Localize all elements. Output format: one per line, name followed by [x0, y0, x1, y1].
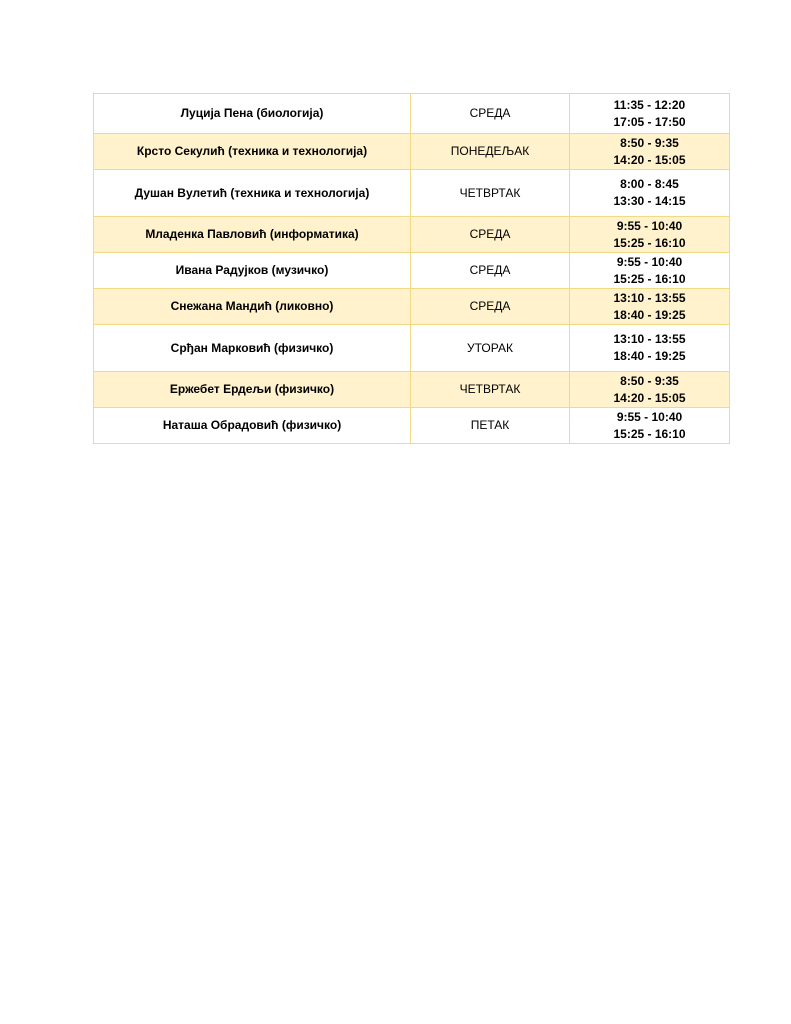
time-slot: 11:35 - 12:20: [613, 97, 686, 112]
time-slot: 9:55 - 10:40: [616, 218, 683, 233]
time-slot: 15:25 - 16:10: [613, 271, 686, 286]
times-cell: [570, 217, 730, 253]
time-slot: 14:20 - 15:05: [613, 152, 686, 167]
times-cell: [570, 325, 730, 372]
teacher-cell: Ивана Радујков (музичко): [94, 253, 411, 289]
table-row: [94, 372, 730, 408]
times-cell: [570, 289, 730, 325]
day-cell: СРЕДА: [411, 217, 570, 253]
teacher-cell: Наташа Обрадовић (физичко): [94, 408, 411, 444]
time-slot: 14:20 - 15:05: [613, 390, 686, 405]
teacher-cell: Младенка Павловић (информатика): [94, 217, 411, 253]
times-cell: [570, 253, 730, 289]
day-cell: ЧЕТВРТАК: [411, 170, 570, 217]
time-slot: 8:50 - 9:35: [620, 373, 679, 388]
time-slot: 9:55 - 10:40: [616, 254, 683, 269]
time-slot: 18:40 - 19:25: [613, 349, 686, 363]
teacher-cell: Душан Вулетић (техника и технологија): [94, 170, 411, 217]
times-cell: [570, 408, 730, 444]
time-slot: 15:25 - 16:10: [613, 426, 686, 441]
day-cell: СРЕДА: [411, 94, 570, 134]
table-row: [94, 408, 730, 444]
time-slot: 15:25 - 16:10: [613, 235, 686, 250]
teacher-cell: Ержебет Ердељи (физичко): [94, 372, 411, 408]
teacher-cell: Крсто Секулић (техника и технологија): [94, 134, 411, 170]
time-slot: 17:05 - 17:50: [613, 114, 686, 129]
time-slot: 13:30 - 14:15: [613, 194, 686, 208]
times-cell: [570, 94, 730, 134]
teacher-cell: Снежана Мандић (ликовно): [94, 289, 411, 325]
table-row: [94, 134, 730, 170]
consultation-schedule-table: [93, 93, 730, 444]
table-row: [94, 325, 730, 372]
day-cell: ЧЕТВРТАК: [411, 372, 570, 408]
time-slot: 9:55 - 10:40: [616, 409, 683, 424]
day-cell: СРЕДА: [411, 289, 570, 325]
table-row: [94, 170, 730, 217]
day-cell: ПЕТАК: [411, 408, 570, 444]
time-slot: 18:40 - 19:25: [613, 307, 686, 322]
time-slot: 13:10 - 13:55: [613, 332, 686, 346]
table-row: [94, 94, 730, 134]
times-cell: [570, 372, 730, 408]
teacher-cell: Луција Пена (биологија): [94, 94, 411, 134]
day-cell: ПОНЕДЕЉАК: [411, 134, 570, 170]
time-slot: 8:00 - 8:45: [620, 177, 679, 191]
times-cell: [570, 170, 730, 217]
day-cell: УТОРАК: [411, 325, 570, 372]
time-slot: 8:50 - 9:35: [620, 135, 679, 150]
table-row: [94, 217, 730, 253]
table-row: [94, 289, 730, 325]
teacher-cell: Срђан Марковић (физичко): [94, 325, 411, 372]
time-slot: 13:10 - 13:55: [613, 290, 686, 305]
times-cell: [570, 134, 730, 170]
table-row: [94, 253, 730, 289]
day-cell: СРЕДА: [411, 253, 570, 289]
